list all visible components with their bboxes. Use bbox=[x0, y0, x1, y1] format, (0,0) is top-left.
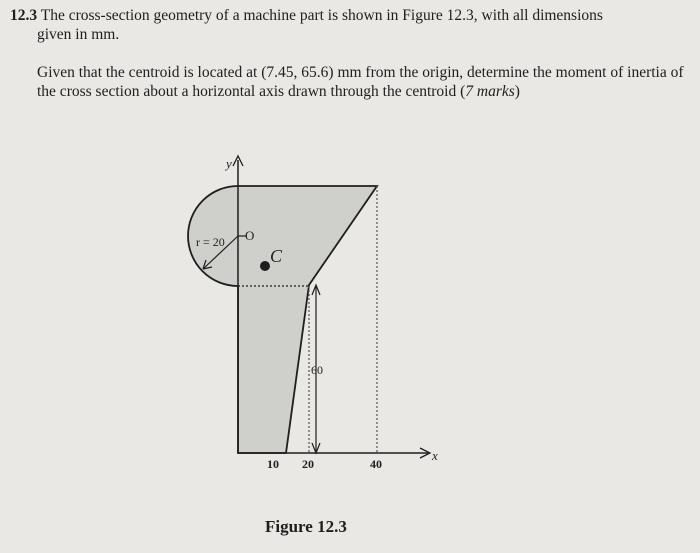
tick-label-10: 10 bbox=[267, 457, 279, 471]
y-axis-label: y bbox=[226, 156, 232, 171]
question-paragraph-close: ) bbox=[514, 83, 520, 100]
question-number: 12.3 bbox=[10, 7, 38, 24]
radius-label: r = 20 bbox=[196, 235, 225, 249]
marks-label: 7 marks bbox=[465, 83, 515, 100]
tick-label-40: 40 bbox=[370, 457, 382, 471]
height-dimension-label: 60 bbox=[311, 363, 323, 377]
centroid-point bbox=[260, 261, 270, 271]
cross-section-shape bbox=[188, 186, 377, 453]
x-axis-label: x bbox=[432, 448, 438, 463]
figure-caption: Figure 12.3 bbox=[265, 517, 347, 536]
question-text-line-2: given in mm. bbox=[37, 26, 120, 43]
origin-label: O bbox=[245, 228, 255, 243]
question-paragraph-text: Given that the centroid is located at (7.45, 65.6) mm from the origin, determine the moment of inertia of the cross section about a horizontal axis drawn through the centroid ( bbox=[37, 64, 684, 100]
centroid-label: C bbox=[270, 246, 283, 266]
tick-label-20: 20 bbox=[302, 457, 314, 471]
question-text-line-1: The cross-section geometry of a machine part is shown in Figure 12.3, with all dimensions bbox=[40, 7, 603, 24]
